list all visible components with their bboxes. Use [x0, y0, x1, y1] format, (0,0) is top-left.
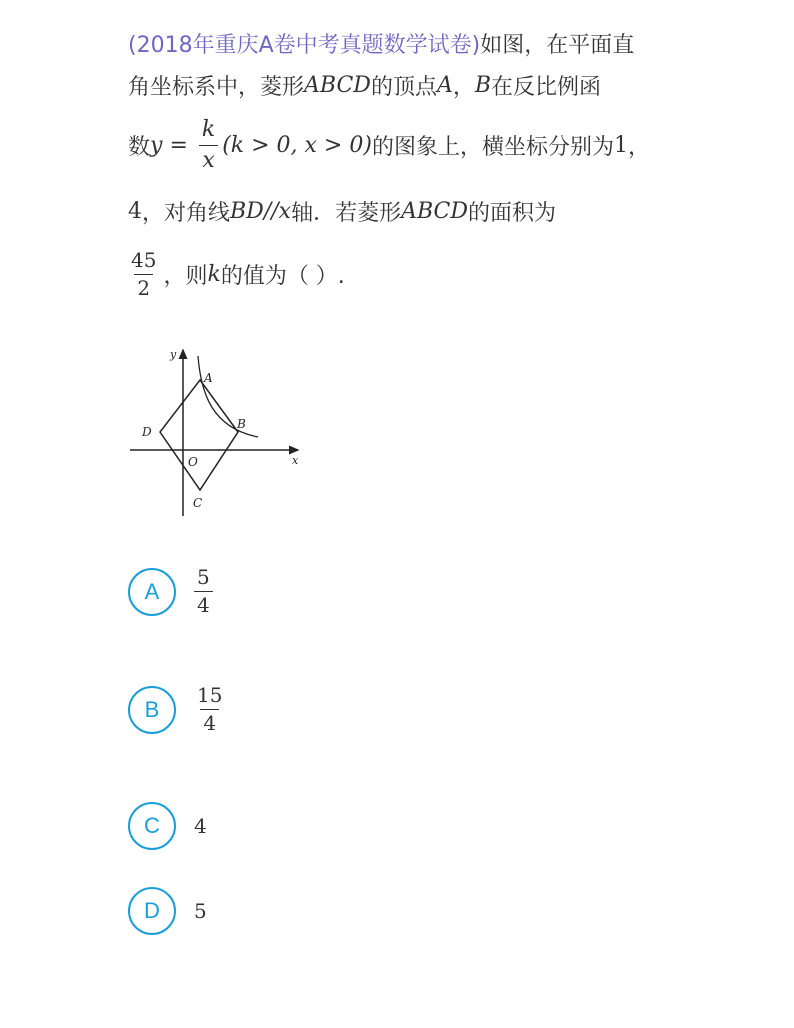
- axis-label-y: y: [170, 348, 177, 361]
- vertex-label-a: A: [204, 371, 213, 385]
- question-text: 角坐标系中，菱形: [128, 74, 305, 100]
- coordinate-diagram: [128, 340, 308, 520]
- fraction-denominator: x: [199, 145, 217, 173]
- origin-label: O: [188, 455, 198, 469]
- question-text: 数: [128, 134, 151, 160]
- math-equals: =: [162, 132, 195, 158]
- option-value: [194, 684, 225, 735]
- fraction-numerator: 15: [197, 683, 223, 707]
- option-letter-badge[interactable]: C: [128, 802, 176, 850]
- question-text: ，则: [163, 263, 208, 289]
- question-text: ，对角线: [142, 200, 231, 226]
- option-value: 5: [194, 899, 207, 923]
- option-fraction: [194, 684, 225, 735]
- option-value: 4: [194, 814, 207, 838]
- vertex-label-b: B: [237, 417, 246, 431]
- option-d[interactable]: [128, 887, 207, 935]
- hyperbola-curve: [198, 356, 258, 437]
- option-value: [194, 566, 213, 617]
- axis-label-x: x: [292, 454, 299, 467]
- question-line-1: [128, 22, 688, 64]
- math-k: k: [207, 261, 221, 287]
- vertex-label-d: D: [142, 425, 152, 439]
- math-condition: (k > 0, x > 0): [222, 132, 372, 158]
- fraction-numerator: 5: [197, 565, 210, 589]
- option-letter-badge[interactable]: D: [128, 887, 176, 935]
- math-1: 1: [613, 132, 628, 158]
- option-c[interactable]: [128, 802, 207, 850]
- question-text: 如图，在平面直: [480, 32, 635, 58]
- question-line-2: [128, 64, 688, 106]
- math-bd-parallel-x: BD//x: [230, 198, 292, 224]
- fraction-numerator: k: [201, 117, 216, 143]
- math-b: B: [474, 72, 492, 98]
- question-stem: [128, 22, 688, 310]
- question-text: 在反比例函: [491, 74, 602, 100]
- rhombus-abcd: [160, 380, 238, 490]
- option-b[interactable]: [128, 684, 225, 735]
- math-y: y: [150, 132, 163, 158]
- question-text: 的值为（ ）.: [220, 263, 345, 289]
- question-line-3: [128, 106, 688, 184]
- question-source: (2018年重庆A卷中考真题数学试卷): [128, 32, 481, 58]
- fraction-denominator: 2: [134, 274, 153, 300]
- option-letter-badge[interactable]: A: [128, 568, 176, 616]
- question-text: ，: [452, 74, 475, 100]
- question-line-5: [128, 238, 688, 310]
- option-a[interactable]: [128, 566, 213, 617]
- question-line-4: [128, 184, 688, 238]
- question-text: 轴．若菱形: [291, 200, 402, 226]
- question-text: ，: [627, 134, 650, 160]
- math-a: A: [436, 72, 453, 98]
- math-abcd: ABCD: [304, 72, 371, 98]
- option-letter-badge[interactable]: B: [128, 686, 176, 734]
- fraction-area: [128, 249, 159, 300]
- vertex-label-c: C: [193, 496, 203, 510]
- option-fraction: [194, 566, 213, 617]
- fraction-numerator: 45: [131, 247, 157, 272]
- math-abcd: ABCD: [401, 198, 469, 224]
- rhombus-figure: [128, 340, 308, 520]
- math-4: 4: [128, 198, 142, 224]
- fraction-k-over-x: [199, 117, 218, 173]
- fraction-denominator: 4: [194, 591, 213, 617]
- question-text: 的图象上，横坐标分别为: [371, 134, 614, 160]
- fraction-denominator: 4: [200, 709, 219, 735]
- question-text: 的面积为: [468, 200, 557, 226]
- question-text: 的顶点: [370, 74, 437, 100]
